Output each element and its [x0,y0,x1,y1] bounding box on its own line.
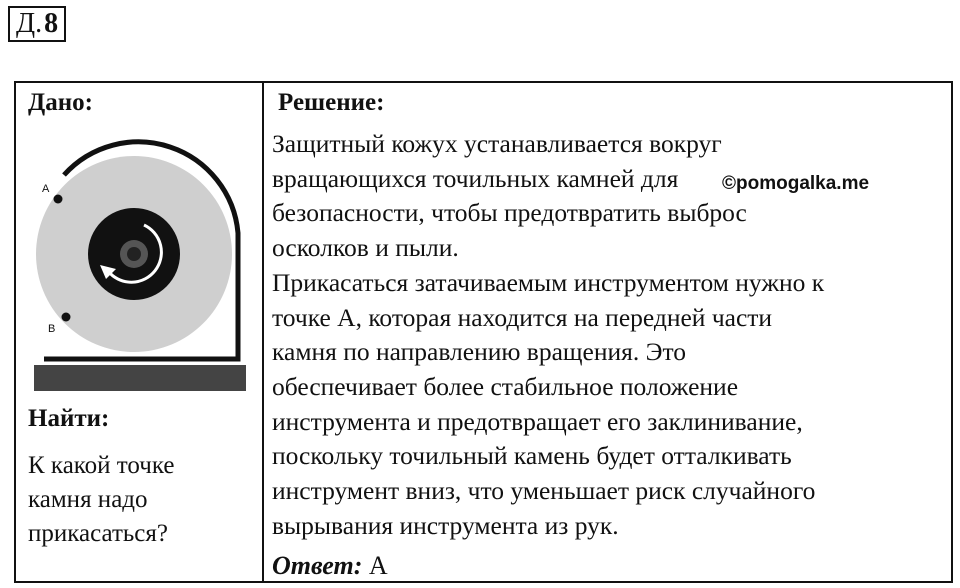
solution-line: камня по направлению вращения. Это [272,337,687,367]
given-column [16,83,264,581]
watermark: ©pomogalka.me [722,173,870,194]
point-b-label: B [48,323,56,335]
solution-line: точке А, которая находится на передней части [272,302,773,332]
solution-line: Прикасаться затачиваемым инструментом нужно к [272,267,825,297]
answer-value: А [368,551,388,580]
solution-line: поскольку точильный камень будет отталкивать [272,441,792,471]
solution-line: безопасности, чтобы предотвратить выброс [272,198,747,228]
problem-table [14,81,953,583]
find-line: камня надо [28,486,148,513]
find-heading: Найти: [28,405,110,432]
grinding-wheel-figure [24,133,246,395]
problem-label [8,6,66,42]
find-question [28,449,174,551]
solution-heading: Решение: [278,89,385,116]
find-line: прикасаться? [28,520,168,547]
point-a-label: A [42,183,50,195]
point-a-dot [54,195,63,204]
solution-line: обеспечивает более стабильное положение [272,371,739,401]
given-heading: Дано: [28,89,93,116]
problem-number: 8 [44,8,59,39]
solution-line: инструмент вниз, что уменьшает риск случайного [272,476,816,506]
find-line: К какой точке [28,452,175,479]
solution-line: инструмента и предотвращает его заклинивание, [272,406,803,436]
solution-line: Защитный кожух устанавливается вокруг [272,129,722,158]
problem-label-prefix: Д. [16,8,43,39]
ground-base [34,365,246,391]
solution-line: вращающихся точильных камней для [272,163,679,193]
solution-line: осколков и пыли. [272,233,459,263]
answer-line [272,551,388,581]
point-b-dot [62,313,71,322]
solution-line: вырывания инструмента из рук. [272,510,619,540]
answer-label: Ответ: [272,551,363,580]
solution-column [264,83,951,581]
